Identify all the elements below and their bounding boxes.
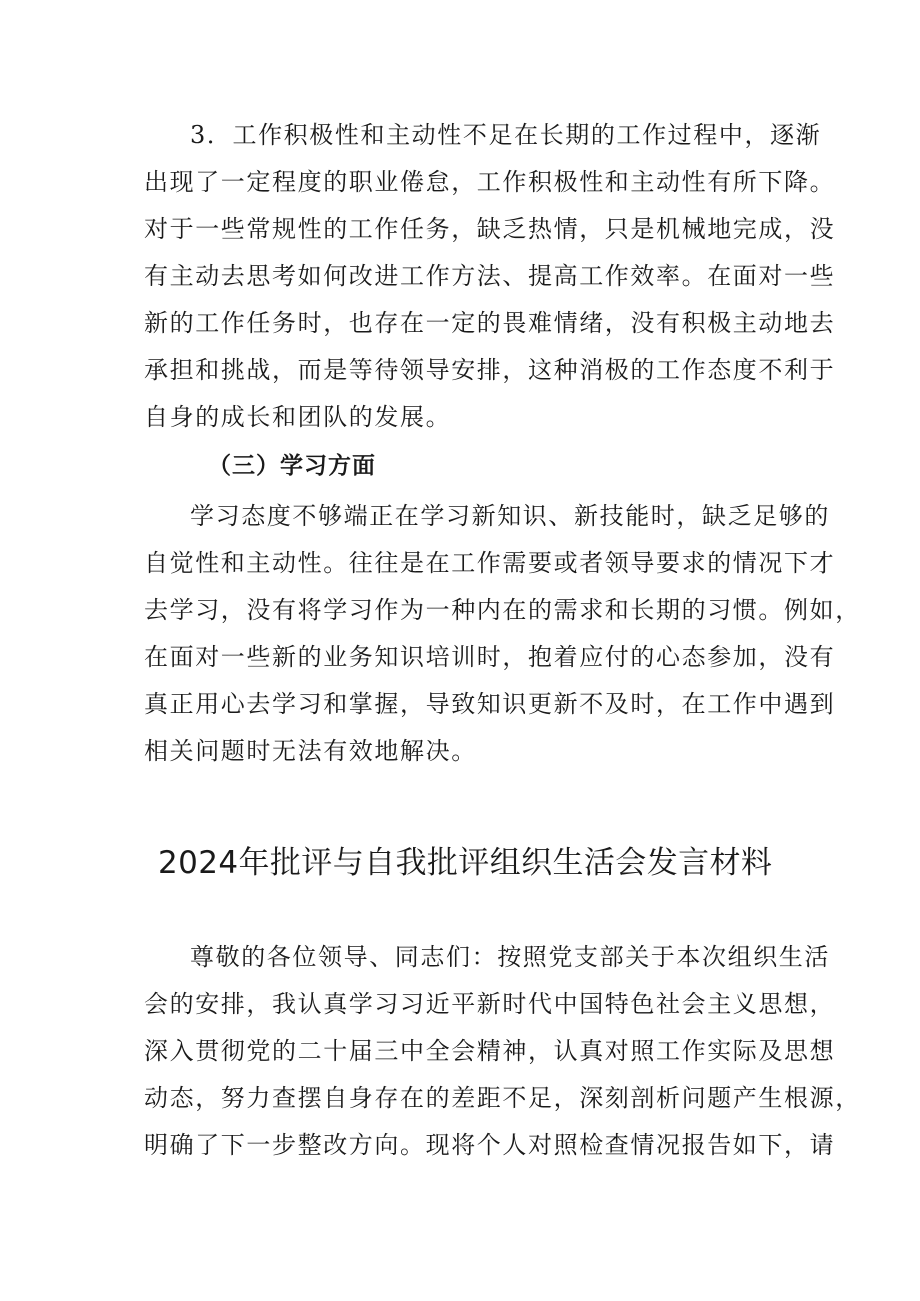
paragraph-line: 对于一些常规性的工作任务，缺乏热情，只是机械地完成，没 [144,215,836,243]
document-title: 2024年批评与自我批评组织生活会发言材料 [158,845,773,881]
paragraph-line: 出现了一定程度的职业倦怠，工作积极性和主动性有所下降。 [144,168,836,196]
paragraph-line: 新的工作任务时，也存在一定的畏难情绪，没有积极主动地去 [144,309,836,337]
paragraph-line: 学习态度不够端正在学习新知识、新技能时，缺乏足够的 [190,502,830,530]
paragraph-line: 尊敬的各位领导、同志们：按照党支部关于本次组织生活 [190,943,830,971]
paragraph-line: 去学习，没有将学习作为一种内在的需求和长期的习惯。例如， [144,596,861,624]
paragraph-line: 自身的成长和团队的发展。 [144,403,452,431]
paragraph-line: 明确了下一步整改方向。现将个人对照检查情况报告如下，请 [144,1131,836,1159]
paragraph-line: 相关问题时无法有效地解决。 [144,737,477,765]
paragraph-line: 会的安排，我认真学习习近平新时代中国特色社会主义思想， [144,990,836,1018]
paragraph-line: 3．工作积极性和主动性不足在长期的工作过程中，逐渐 [190,121,822,149]
section-heading-study: （三）学习方面 [208,453,376,479]
paragraph-line: 承担和挑战，而是等待领导安排，这种消极的工作态度不利于 [144,356,836,384]
paragraph-line: 深入贯彻党的二十届三中全会精神，认真对照工作实际及思想 [144,1037,836,1065]
paragraph-line: 在面对一些新的业务知识培训时，抱着应付的心态参加，没有 [144,643,836,671]
paragraph-line: 动态，努力查摆自身存在的差距不足，深刻剖析问题产生根源， [144,1084,861,1112]
paragraph-line: 自觉性和主动性。往往是在工作需要或者领导要求的情况下才 [144,549,836,577]
paragraph-line: 有主动去思考如何改进工作方法、提高工作效率。在面对一些 [144,262,836,290]
paragraph-line: 真正用心去学习和掌握，导致知识更新不及时，在工作中遇到 [144,690,836,718]
